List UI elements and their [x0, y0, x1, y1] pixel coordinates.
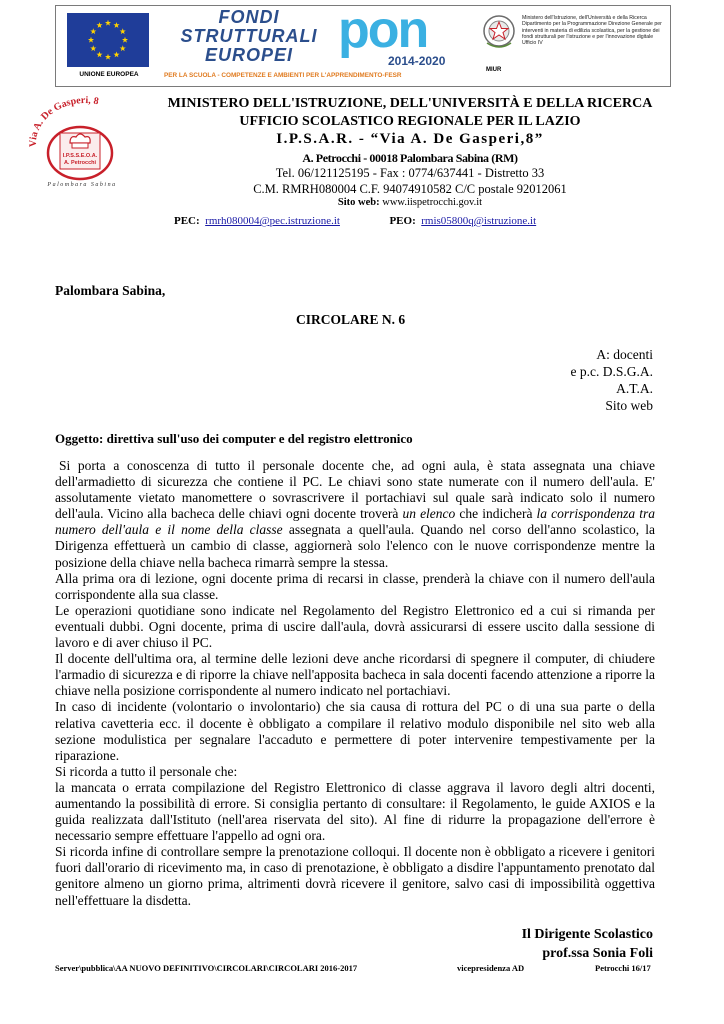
- pon-years: 2014-2020: [388, 54, 446, 68]
- logo-inner-line1: I.P.S.S.E.O.A.: [62, 153, 98, 159]
- miur-logo: [478, 9, 668, 83]
- footer-path: Server\pubblica\AA NUOVO DEFINITIVO\CIRCOLARI\CIRCOLARI 2016-2017: [55, 963, 358, 973]
- emphasis: la corrispondenza tra numero dell'aula e il nome della classe: [55, 506, 655, 538]
- body-paragraph: la mancata o errata compilazione del Registro Elettronico di classe aggrava il lavoro degli altri docenti, aumentando la possibilità di errore. Si consiglia pertanto di consultare: il Regolamento, le guide AXIOS e la guida realizzata dall'Istituto (nell'area riservata del sito). Al fine di ridurre la propagazione dell'errore è necessario sempre effettuare l'appello ad ogni ora.: [55, 779, 655, 844]
- recipient-line: A: docenti: [596, 347, 653, 362]
- fondi-strutturali-title: [164, 8, 334, 70]
- miur-caption: MIUR: [486, 67, 502, 73]
- logo-arc-text: Via A. De Gasperi, 8: [27, 95, 100, 148]
- place-line: Palombara Sabina,: [55, 283, 166, 298]
- body-paragraph: Il docente dell'ultima ora, al termine delle lezioni deve anche ricordarsi di spegnere il computer, di chiudere l'armadio di sicurezza e di riporre la chiave nell'apposita bacheca in sala docenti facendo attenzione a riporre la chiave nella posizione corrispondente al numero indicato nel portachiavi.: [55, 651, 655, 699]
- body-paragraph: Si ricorda infine di controllare sempre la prenotazione colloqui. Il docente non è obbligato a ricevere i genitori fuori dall'orario di ricevimento ma, in caso di prenotazione, è obbligato a disdire l'appuntamento prenotato dal genitore almeno un giorno prima, altrimenti dovrà ricevere il genitore, salvo casi di impossibilità oggettiva nell'effettuare la disdetta.: [55, 844, 655, 908]
- logo-inner-line2: A. Petrocchi: [63, 160, 97, 166]
- pec-label: PEC:: [174, 215, 200, 227]
- signature-name: prof.ssa Sonia Foli: [542, 946, 653, 961]
- school-codes: C.M. RMRH080004 C.F. 94074910582 C/C postale 92012061: [253, 182, 567, 196]
- eu-logo: [59, 9, 159, 83]
- chef-hat-icon: [70, 134, 90, 148]
- school-website: [150, 197, 670, 208]
- body-paragraph: Si ricorda a tutto il personale che:: [55, 763, 238, 779]
- pon-word: pon: [338, 1, 428, 59]
- fondi-line: STRUTTURALI: [180, 26, 318, 46]
- body-paragraph: Alla prima ora di lezione, ogni docente prima di recarsi in classe, prenderà la chiave con il numero dell'aula corrispondente alla sua classe.: [55, 570, 655, 602]
- school-emails: [174, 215, 536, 227]
- regional-office: UFFICIO SCOLASTICO REGIONALE PER IL LAZIO: [239, 114, 581, 129]
- recipient-line: Sito web: [605, 398, 653, 413]
- school-logo: [22, 95, 147, 190]
- peo-label: PEO:: [389, 215, 416, 227]
- recipient-line: A.T.A.: [616, 381, 653, 396]
- footer-page: Petrocchi 16/17: [595, 963, 651, 973]
- emphasis: un elenco: [402, 506, 456, 522]
- pec-link[interactable]: rmrh080004@pec.istruzione.it: [205, 215, 340, 227]
- signature-title: Il Dirigente Scolastico: [521, 927, 653, 942]
- eu-flag-icon: [67, 13, 149, 67]
- circular-number: CIRCOLARE N. 6: [296, 312, 406, 327]
- miur-description: Ministero dell'Istruzione, dell'Università e della Ricerca Dipartimento per la Programmazione Direzione Generale per interventi in materia di edilizia scolastica, per la gestione dei fondi strutturali per l'istruzione e per l'innovazione digitale Ufficio IV: [522, 15, 662, 47]
- footer-office: vicepresidenza AD: [457, 963, 525, 973]
- logo-bottom-text: Palombara Sabina: [47, 182, 117, 188]
- school-name: I.P.S.A.R. - “Via A. De Gasperi,8”: [276, 131, 544, 147]
- fondi-line: FONDI: [218, 7, 280, 27]
- banner-strip: PER LA SCUOLA - COMPETENZE E AMBIENTI PER L'APPRENDIMENTO-FESR: [164, 72, 402, 79]
- italian-emblem-icon: [482, 13, 516, 51]
- signature-block: [522, 925, 653, 963]
- circular-body: [55, 458, 655, 909]
- eu-caption: UNIONE EUROPEA: [79, 71, 139, 78]
- fondi-line: EUROPEI: [204, 45, 294, 65]
- website-label: Sito web:: [337, 197, 380, 208]
- pon-logo: [334, 1, 474, 70]
- body-paragraph: Le operazioni quotidiane sono indicate nel Regolamento del Registro Elettronico ed a cui si rimanda per eventuali dubbi. Ogni docente, prima di uscire dall'aula, dovrà assicurarsi di essere uscito dalla sessione di lavoro e di aver chiuso il PC.: [55, 602, 655, 651]
- peo-link[interactable]: rmis05800q@istruzione.it: [421, 215, 537, 227]
- body-paragraph: In caso di incidente (volontario o involontario) che sia causa di rottura del PC o di una sua parte o della relativa cavetteria ecc. il docente è obbligato a compilare il relativo modulo disponibile nel sito web alla sezione modulistica per segnalare l'accaduto e permettere di poter intervenire tempestivamente per la riparazione.: [55, 699, 655, 763]
- pon-banner: [55, 1, 671, 87]
- body-paragraph: Si porta a conoscenza di tutto il personale docente che, ad ogni aula, è stata assegnata una chiave dell'armadietto di sicurezza che contiene il PC. Le chiavi sono state numerate con il numero dell'aula. E' assolutamente vietato manomettere o sovrascrivere il portachiavi sul quale sarà indicato solo il numero dell'aula. Vicino alla bacheca delle chiavi ogni docente troverà un elenco che indicherà la corrispondenza tra numero dell'aula e il nome della classe assegnata a quell'aula. Quando nel corso dell'anno scolastico, la Dirigenza effettuerà un cambio di classe, aggiornerà solo l'elenco con le nuove corrispondenze mentre la posizione della chiave nella bacheca rimarrà sempre la stessa.: [55, 458, 655, 570]
- school-address: A. Petrocchi - 00018 Palombara Sabina (RM): [302, 151, 518, 165]
- subject-line: Oggetto: direttiva sull'uso dei computer e del registro elettronico: [55, 431, 413, 446]
- ministry-heading: MINISTERO DELL'ISTRUZIONE, DELL'UNIVERSITÀ E DELLA RICERCA: [167, 96, 653, 111]
- recipient-line: e p.c. D.S.G.A.: [570, 364, 653, 379]
- website-value[interactable]: www.iispetrocchi.gov.it: [379, 197, 483, 208]
- school-contacts: Tel. 06/121125195 - Fax : 0774/637441 - Distretto 33: [275, 166, 545, 180]
